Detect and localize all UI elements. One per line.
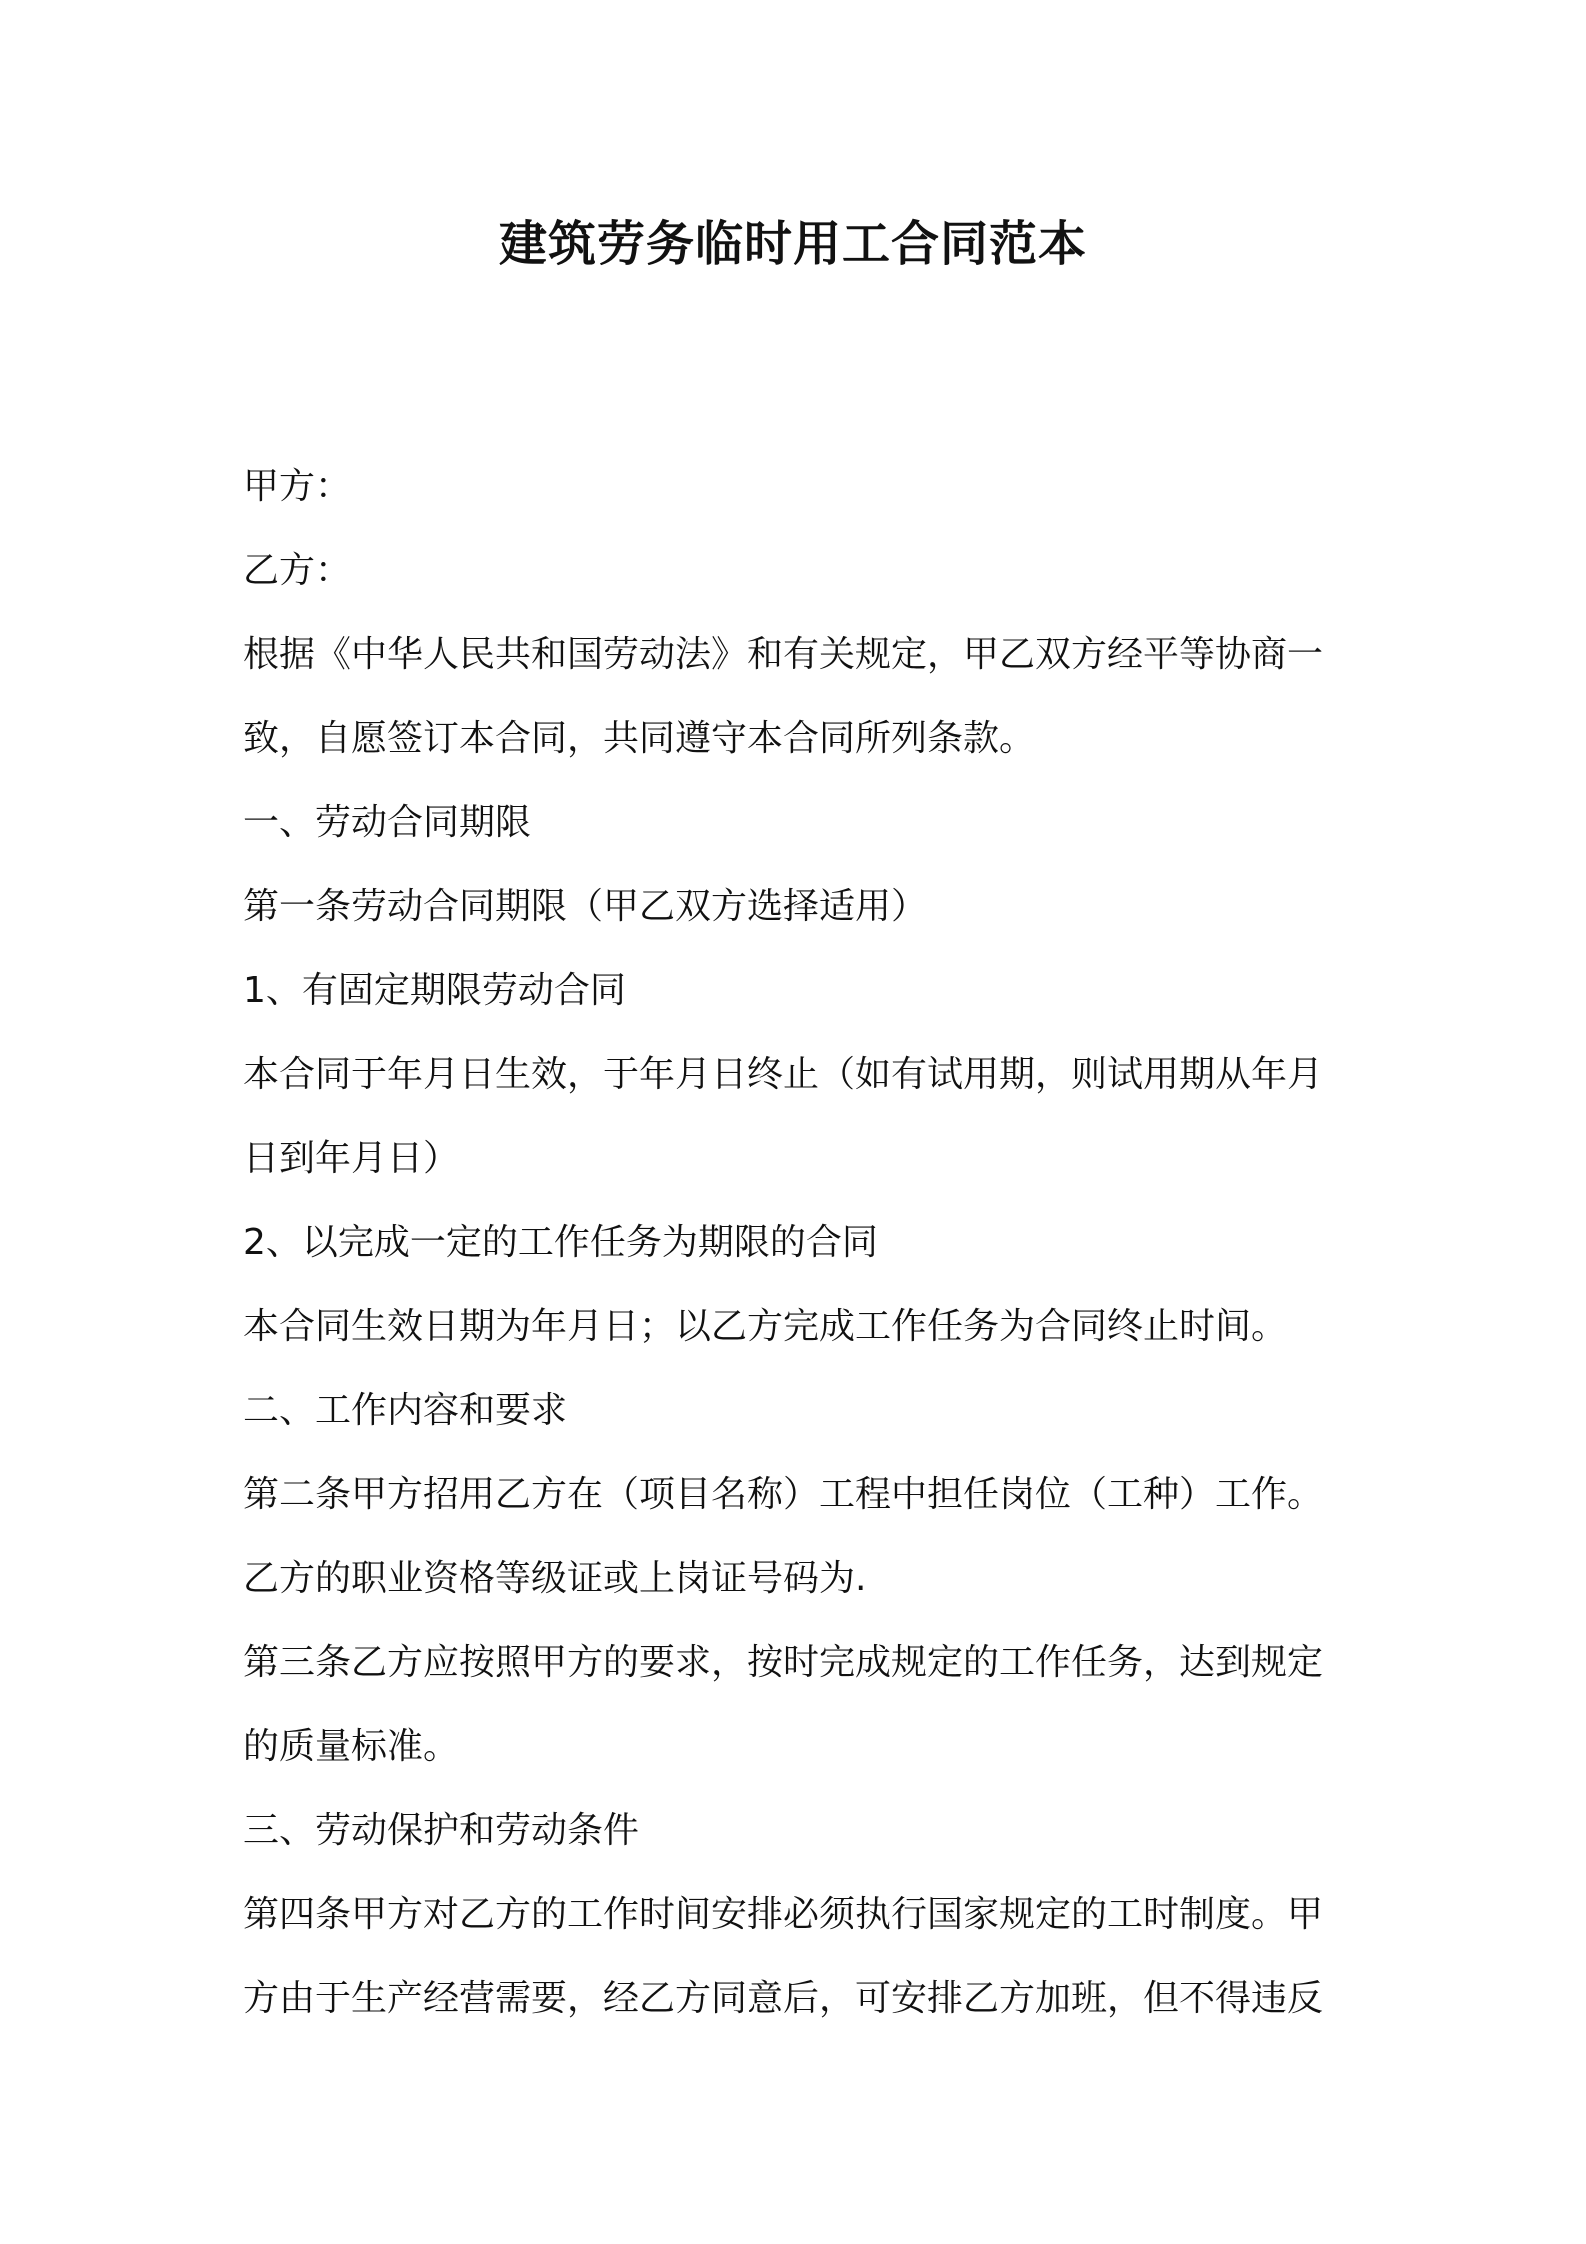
article-4-text-2: 方由于生产经营需要，经乙方同意后，可安排乙方加班，但不得违反 xyxy=(243,1978,1324,2019)
fixed-term-text-2: 日到年月日） xyxy=(243,1138,460,1179)
article-2-text: 第二条甲方招用乙方在（项目名称）工程中担任岗位（工种）工作。 xyxy=(243,1474,1324,1515)
party-a-line: 甲方： xyxy=(243,466,352,507)
preamble-line-1: 根据《中华人民共和国劳动法》和有关规定，甲乙双方经平等协商一 xyxy=(243,634,1324,675)
task-term-heading: 2、以完成一定的工作任务为期限的合同 xyxy=(243,1222,878,1263)
section-3-heading: 三、劳动保护和劳动条件 xyxy=(243,1810,640,1851)
task-term-text: 本合同生效日期为年月日；以乙方完成工作任务为合同终止时间。 xyxy=(243,1306,1288,1347)
article-4-text-1: 第四条甲方对乙方的工作时间安排必须执行国家规定的工时制度。甲 xyxy=(243,1894,1324,1935)
article-3-text-1: 第三条乙方应按照甲方的要求，按时完成规定的工作任务，达到规定 xyxy=(243,1642,1324,1683)
section-2-heading: 二、工作内容和要求 xyxy=(243,1390,568,1431)
article-1-heading: 第一条劳动合同期限（甲乙双方选择适用） xyxy=(243,886,928,927)
fixed-term-heading: 1、有固定期限劳动合同 xyxy=(243,970,626,1011)
party-b-line: 乙方： xyxy=(243,550,352,591)
section-1-heading: 一、劳动合同期限 xyxy=(243,802,532,843)
certificate-line: 乙方的职业资格等级证或上岗证号码为. xyxy=(243,1558,867,1599)
document-body xyxy=(243,445,1363,2041)
fixed-term-text-1: 本合同于年月日生效，于年月日终止（如有试用期，则试用期从年月 xyxy=(243,1054,1324,1095)
preamble-line-2: 致，自愿签订本合同，共同遵守本合同所列条款。 xyxy=(243,718,1036,759)
article-3-text-2: 的质量标准。 xyxy=(243,1726,460,1767)
document-title: 建筑劳务临时用工合同范本 xyxy=(498,216,1087,272)
